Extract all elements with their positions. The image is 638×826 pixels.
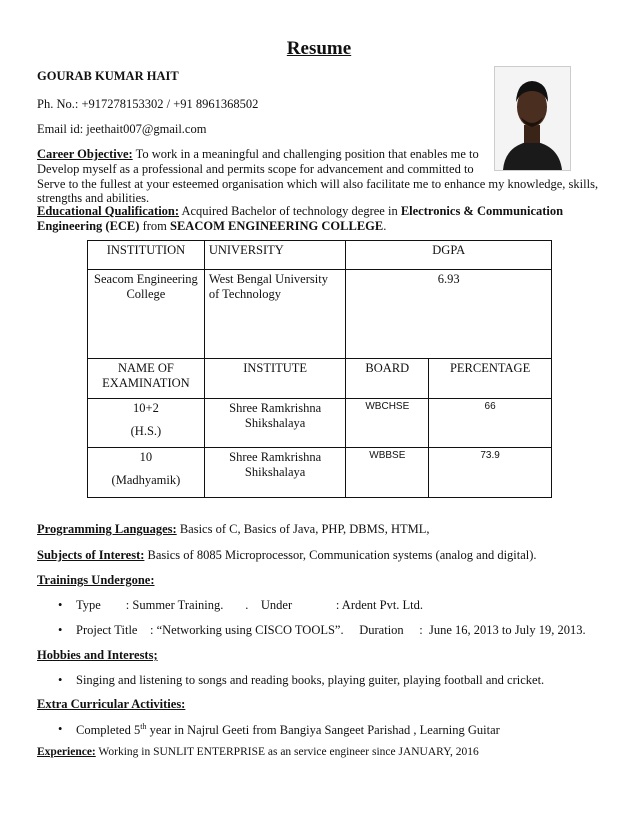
extra-item: [76, 722, 500, 738]
education-field-2: Engineering (ECE): [37, 219, 140, 233]
table-row: [88, 448, 552, 498]
subjects-text: Basics of 8085 Microprocessor, Communication systems (analog and digital).: [144, 548, 537, 562]
candidate-name: GOURAB KUMAR HAIT: [37, 69, 179, 83]
education-text: Acquired Bachelor of technology degree in: [179, 204, 401, 218]
exam-name: 10+2: [133, 401, 159, 415]
education-table: [87, 240, 552, 498]
education-field: Electronics & Communication: [400, 204, 564, 218]
education-line-1: [37, 204, 563, 219]
trainings-label: Trainings Undergone:: [37, 573, 155, 587]
table-header-cell: BOARD: [346, 359, 429, 399]
table-row: [88, 270, 552, 359]
table-cell: WBCHSE: [346, 399, 429, 448]
education-line-2: [37, 219, 386, 234]
education-dot: .: [383, 219, 387, 233]
table-cell: [88, 399, 205, 448]
training-type: Type : Summer Training. . Under : Ardent Pvt. Ltd.: [76, 598, 424, 612]
experience-text: Working in SUNLIT ENTERPRISE as an service engineer since JANUARY, 2016: [95, 746, 479, 758]
table-row: [88, 399, 552, 448]
bullet-icon: •: [58, 673, 63, 687]
objective-text-1: To work in a meaningful and challenging position that enables me to: [132, 147, 479, 161]
table-header-cell: UNIVERSITY: [204, 241, 346, 270]
bullet-icon: •: [58, 722, 63, 736]
experience-line: [37, 746, 479, 758]
programming-label: Programming Languages:: [37, 522, 177, 536]
extra-item-pre: Completed 5: [76, 723, 141, 738]
bullet-icon: •: [58, 623, 63, 637]
education-from: from: [139, 219, 170, 233]
resume-title: Resume: [286, 38, 352, 59]
table-cell: Shree Ramkrishna Shikshalaya: [204, 448, 346, 498]
objective-line-1: [37, 147, 479, 162]
objective-label: Career Objective:: [37, 147, 133, 161]
education-college: SEACOM ENGINEERING COLLEGE: [170, 219, 384, 233]
exam-sub: (H.S.): [130, 424, 162, 438]
email-line: Email id: jeethait007@gmail.com: [37, 122, 207, 136]
exam-name: 10: [139, 450, 153, 464]
person-photo-icon: [495, 67, 570, 170]
table-header-cell: PERCENTAGE: [429, 359, 552, 399]
table-cell: [88, 448, 205, 498]
hobbies-label: Hobbies and Interests;: [37, 648, 158, 662]
table-row: [88, 359, 552, 399]
table-cell: 66: [429, 399, 552, 448]
table-header-cell: NAME OF EXAMINATION: [88, 359, 205, 399]
table-cell: Shree Ramkrishna Shikshalaya: [204, 399, 346, 448]
subjects-label: Subjects of Interest:: [37, 548, 145, 562]
table-header-cell: DGPA: [346, 241, 552, 270]
subjects-line: [37, 548, 537, 563]
objective-line-3: Serve to the fullest at your esteemed organisation which will also facilitate me to enhance my knowledge, skills,: [37, 177, 599, 191]
bullet-icon: •: [58, 598, 63, 612]
extra-item-post: year in Najrul Geeti from Bangiya Sangeet Parishad , Learning Guitar: [146, 723, 500, 738]
extra-label: Extra Curricular Activities:: [37, 697, 186, 711]
table-cell: 6.93: [346, 270, 552, 359]
experience-label: Experience:: [37, 746, 96, 758]
education-label: Educational Qualification:: [37, 204, 180, 218]
table-row: [88, 241, 552, 270]
objective-line-2: Develop myself as a professional and permits scope for advancement and committed to: [37, 162, 474, 176]
table-cell: West Bengal University of Technology: [204, 270, 346, 359]
hobbies-item: Singing and listening to songs and reading books, playing guiter, playing football and cricket.: [76, 673, 545, 687]
programming-line: [37, 522, 430, 537]
table-cell: WBBSE: [346, 448, 429, 498]
objective-line-4: strengths and abilities.: [37, 191, 150, 205]
profile-photo: [494, 66, 571, 171]
table-cell: 73.9: [429, 448, 552, 498]
phone-line: Ph. No.: +917278153302 / +91 8961368502: [37, 97, 259, 111]
table-header-cell: INSTITUTION: [88, 241, 205, 270]
training-project: Project Title : “Networking using CISCO TOOLS”. Duration : June 16, 2013 to July 19, 2013.: [76, 623, 586, 637]
table-header-cell: INSTITUTE: [204, 359, 346, 399]
table-cell: Seacom Engineering College: [88, 270, 205, 359]
programming-text: Basics of C, Basics of Java, PHP, DBMS, HTML,: [176, 522, 430, 536]
exam-sub: (Madhyamik): [111, 473, 181, 487]
extra-item-sup: th: [140, 722, 147, 731]
